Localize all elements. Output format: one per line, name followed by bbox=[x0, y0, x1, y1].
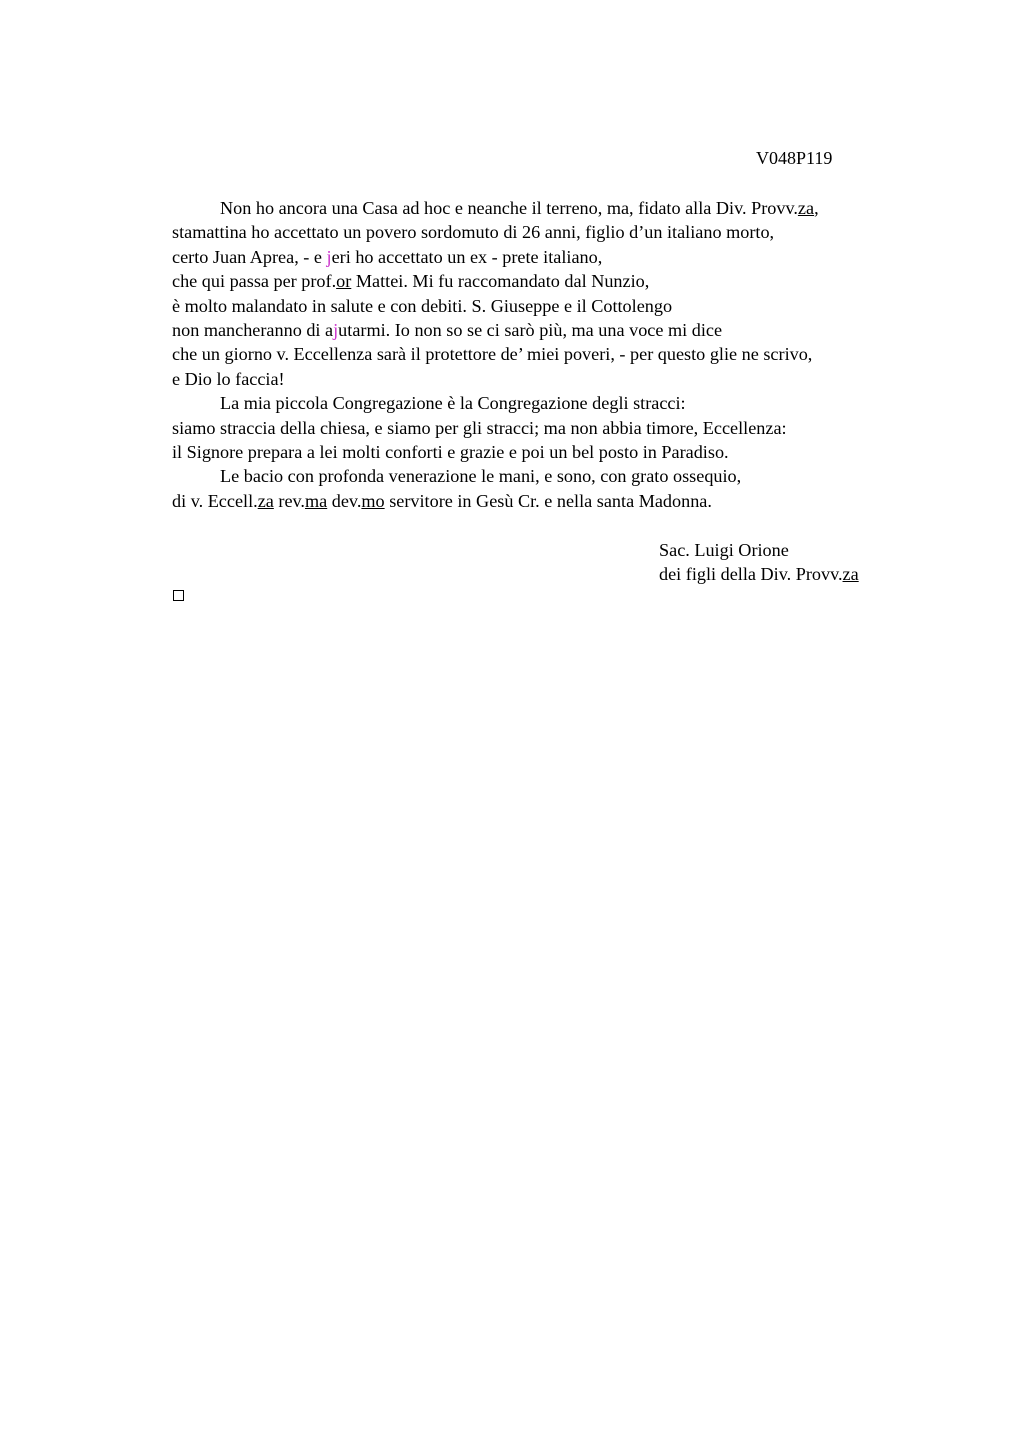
letter-line-10: siamo straccia della chiesa, e siamo per gli stracci; ma non abbia timore, Eccellenza: bbox=[172, 417, 787, 438]
letter-line-4: che qui passa per prof.or Mattei. Mi fu raccomandato dal Nunzio, bbox=[172, 271, 650, 292]
highlighted-letter: j bbox=[326, 246, 332, 267]
letter-line-5: è molto malandato in salute e con debiti. S. Giuseppe e il Cottolengo bbox=[172, 295, 673, 316]
letter-line-11: il Signore prepara a lei molti conforti e grazie e poi un bel posto in Paradiso. bbox=[172, 441, 729, 462]
letter-line-3: certo Juan Aprea, - e jeri ho accettato un ex - prete italiano, bbox=[172, 246, 603, 267]
letter-line-2: stamattina ho accettato un povero sordomuto di 26 anni, figlio d’un italiano morto, bbox=[172, 222, 775, 243]
letter-line-12: Le bacio con profonda venerazione le mani, e sono, con grato ossequio, bbox=[220, 466, 742, 487]
signature-block bbox=[659, 538, 859, 587]
letter-line-13: di v. Eccell.za rev.ma dev.mo servitore in Gesù Cr. e nella santa Madonna. bbox=[172, 490, 712, 511]
empty-box-icon bbox=[173, 590, 184, 601]
letter-line-9: La mia piccola Congregazione è la Congregazione degli stracci: bbox=[220, 393, 686, 414]
letter-line-1: Non ho ancora una Casa ad hoc e neanche il terreno, ma, fidato alla Div. Provv.za, bbox=[220, 198, 819, 218]
signature-title: dei figli della Div. Provv.za bbox=[659, 564, 859, 585]
letter-line-8: e Dio lo faccia! bbox=[172, 368, 285, 389]
letter-line-7: che un giorno v. Eccellenza sarà il protettore de’ miei poveri, - per questo glie ne scrivo, bbox=[172, 344, 813, 365]
highlighted-letter: j bbox=[333, 319, 339, 340]
signature-name: Sac. Luigi Orione bbox=[659, 540, 789, 560]
letter-line-6: non mancheranno di ajutarmi. Io non so se ci sarò più, ma una voce mi dice bbox=[172, 319, 723, 340]
page-reference: V048P119 bbox=[756, 148, 833, 168]
letter-body bbox=[172, 196, 932, 513]
